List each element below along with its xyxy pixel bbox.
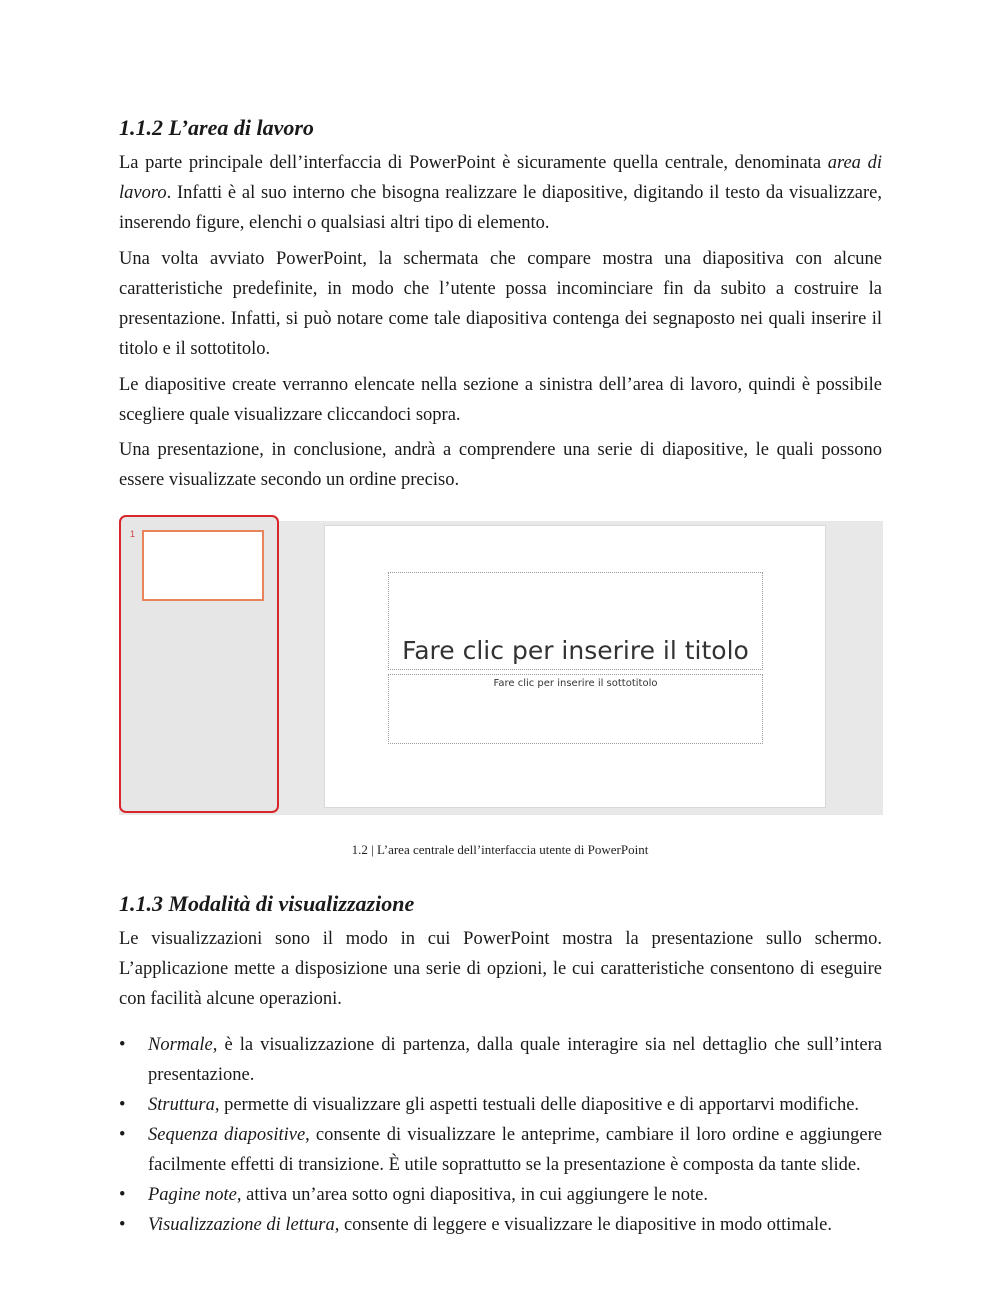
slide-thumbnail-panel xyxy=(119,515,279,813)
paragraph-slide-list: Le diapositive create verranno elencate nella sezione a sinistra dell’area di lavoro, quindi è possibile scegliere quale visualizzare cliccandoci sopra. xyxy=(119,375,882,425)
paragraph-area-di-lavoro-intro xyxy=(119,148,882,238)
slide-thumbnail[interactable] xyxy=(142,530,264,601)
text-segment: La parte principale dell’interfaccia di PowerPoint è sicuramente quella centrale, denominata xyxy=(119,153,828,173)
bullet-icon: • xyxy=(119,1125,126,1145)
list-item-term: Normale xyxy=(148,1035,213,1055)
list-item xyxy=(119,1120,882,1180)
view-modes-list xyxy=(119,1030,882,1240)
list-item-text: , permette di visualizzare gli aspetti testuali delle diapositive e di apportarvi modifiche. xyxy=(214,1095,860,1115)
section-heading-modalita: 1.1.3 Modalità di visualizzazione xyxy=(119,891,415,916)
figure-caption: 1.2 | L’area centrale dell’interfaccia utente di PowerPoint xyxy=(351,842,649,857)
list-item-term: Pagine note xyxy=(148,1185,237,1205)
list-item xyxy=(119,1210,882,1240)
list-item-text: , attiva un’area sotto ogni diapositiva, in cui aggiungere le note. xyxy=(236,1185,708,1205)
list-item-text: , consente di visualizzare le anteprime, cambiare il loro ordine e aggiungere facilmente effetti di transizione. È utile soprattutto se la presentazione è composta da tante slide. xyxy=(148,1125,882,1175)
emphasis-term: area di lavoro xyxy=(119,153,882,203)
list-item xyxy=(119,1030,882,1090)
list-item-text: , è la visualizzazione di partenza, dalla quale interagire sia nel dettaglio che sull’intera presentazione. xyxy=(148,1035,882,1085)
paragraph-slide-default: Una volta avviato PowerPoint, la schermata che compare mostra una diapositiva con alcune caratteristiche predefinite, in modo che l’utente possa incominciare fin da subito a costruire la presentazione. Infatti, si può notare come tale diapositiva contenga dei segnaposto nei quali inserire il titolo e il sottotitolo. xyxy=(119,249,882,359)
subtitle-placeholder[interactable]: Fare clic per inserire il sottotitolo xyxy=(388,674,763,744)
list-item xyxy=(119,1180,882,1210)
slide-number: 1 xyxy=(130,529,136,539)
list-item-term: Sequenza diapositive xyxy=(148,1125,306,1145)
section-heading-area-di-lavoro: 1.1.2 L’area di lavoro xyxy=(119,115,314,140)
title-placeholder[interactable]: Fare clic per inserire il titolo xyxy=(388,572,763,670)
list-item-text: , consente di leggere e visualizzare le diapositive in modo ottimale. xyxy=(334,1215,832,1235)
paragraph-conclusion: Una presentazione, in conclusione, andrà a comprendere una serie di diapositive, le quali possono essere visualizzate secondo un ordine preciso. xyxy=(119,440,882,490)
bullet-icon: • xyxy=(119,1185,126,1205)
text-segment: . Infatti è al suo interno che bisogna realizzare le diapositive, digitando il testo da visualizzare, inserendo figure, elenchi o qualsiasi altri tipo di elemento. xyxy=(119,183,882,233)
list-item-term: Struttura xyxy=(148,1095,215,1115)
list-item-term: Visualizzazione di lettura xyxy=(148,1215,335,1235)
paragraph-visualizzazioni: Le visualizzazioni sono il modo in cui PowerPoint mostra la presentazione sullo schermo. L’applicazione mette a disposizione una serie di opzioni, le cui caratteristiche consentono di eseguire con facilità alcune operazioni. xyxy=(119,929,882,1009)
powerpoint-workspace-figure xyxy=(119,515,883,815)
bullet-icon: • xyxy=(119,1095,126,1115)
list-item xyxy=(119,1090,882,1120)
bullet-icon: • xyxy=(119,1215,126,1235)
slide-canvas[interactable] xyxy=(324,525,826,808)
bullet-icon: • xyxy=(119,1035,126,1055)
